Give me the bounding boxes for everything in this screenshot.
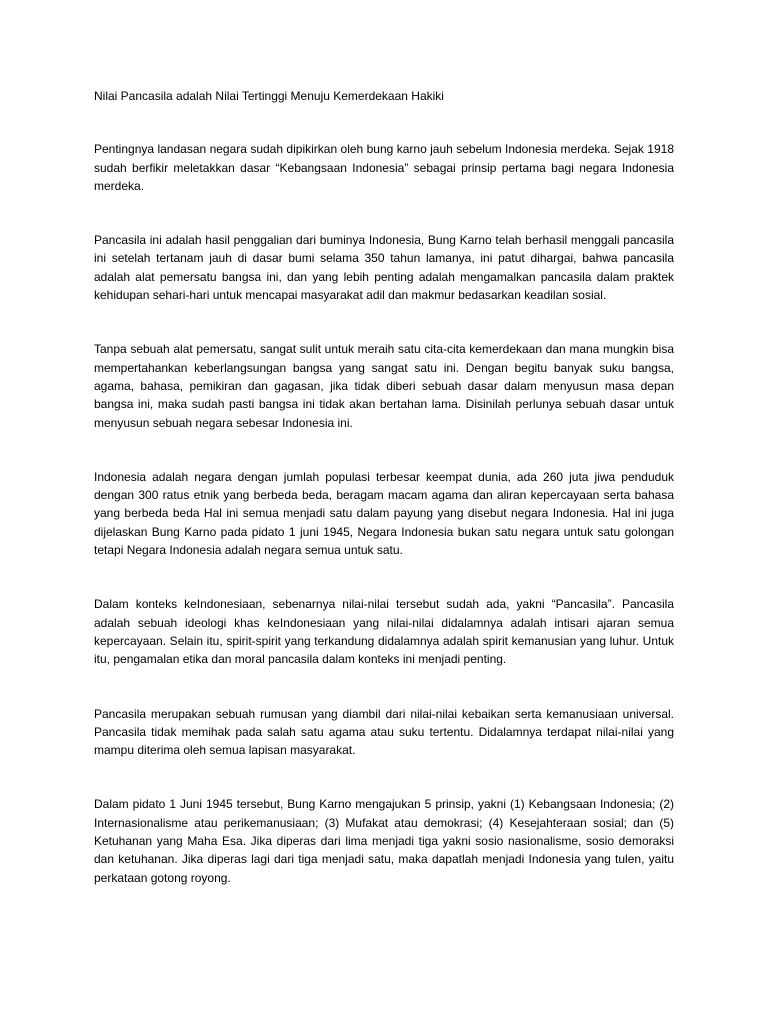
paragraph-5: Dalam konteks keIndonesiaan, sebenarnya nilai-nilai tersebut sudah ada, yakni “Pancasila”. Pancasila adalah sebuah ideologi khas keIndonesiaan yang nilai-nilai didalamnya adalah intisari ajaran semua kepercayaan. Selain itu, spirit-spirit yang terkandung didalamnya adalah spirit kemanusian yang luhur. Untuk itu, pengamalan etika dan moral pancasila dalam konteks ini menjadi penting. [94, 597, 674, 667]
paragraph-6: Pancasila merupakan sebuah rumusan yang diambil dari nilai-nilai kebaikan serta kemanusiaan universal. Pancasila tidak memihak pada salah satu agama atau suku tertentu. Didalamnya terdapat nilai-nilai yang mampu diterima oleh semua lapisan masyarakat. [94, 706, 674, 758]
paragraph-1: Pentingnya landasan negara sudah dipikirkan oleh bung karno jauh sebelum Indonesia merdeka. Sejak 1918 sudah berfikir meletakkan dasar “Kebangsaan Indonesia” sebagai prinsip pertama bagi negara Indonesia merdeka. [94, 142, 674, 193]
paragraph-7: Dalam pidato 1 Juni 1945 tersebut, Bung Karno mengajukan 5 prinsip, yakni (1) Kebangsaan Indonesia; (2) Internasionalisme atau perikemanusiaan; (3) Mufakat atau demokrasi; (4) Kesejahteraan sosial; dan (5) Ketuhanan yang Maha Esa. Jika diperas dari lima menjadi tiga yakni sosio nasionalisme, sosio demoraksi dan ketuhanan. Jika diperas lagi dari tiga menjadi satu, maka dapatlah menjadi Indonesia yang tulen, yaitu perkataan gotong royong. [94, 797, 674, 885]
paragraph-3: Tanpa sebuah alat pemersatu, sangat sulit untuk meraih satu cita-cita kemerdekaan dan mana mungkin bisa mempertahankan keberlangsungan bangsa yang sangat satu ini. Dengan begitu banyak suku bangsa, agama, bahasa, pemikiran dan gagasan, jika tidak diberi sebuah dasar dalam menyusun masa depan bangsa ini, maka sudah pasti bangsa ini tidak akan bertahan lama. Disinilah perlunya sebuah dasar untuk menyusun sebuah negara sebesar Indonesia ini. [94, 342, 674, 430]
paragraph-4: Indonesia adalah negara dengan jumlah populasi terbesar keempat dunia, ada 260 juta jiwa penduduk dengan 300 ratus etnik yang berbeda beda, beragam macam agama dan aliran kepercayaan serta bahasa yang berbeda beda Hal ini semua menjadi satu dalam payung yang disebut negara Indonesia. Hal ini juga dijelaskan Bung Karno pada pidato 1 juni 1945, Negara Indonesia bukan satu negara untuk satu golongan tetapi Negara Indonesia adalah negara semua untuk satu. [94, 469, 674, 558]
document-page [94, 87, 674, 923]
document-title: Nilai Pancasila adalah Nilai Tertinggi Menuju Kemerdekaan Hakiki [94, 89, 444, 103]
paragraph-2: Pancasila ini adalah hasil penggalian dari buminya Indonesia, Bung Karno telah berhasil menggali pancasila ini setelah tertanam jauh di dasar bumi selama 350 tahun lamanya, ini patut dihargai, bahwa pancasila adalah alat pemersatu bangsa ini, dan yang lebih penting adalah mengamalkan pancasila dalam praktek kehidupan sehari-hari untuk mencapai masyarakat adil dan makmur bedasarkan keadilan sosial. [94, 233, 674, 303]
